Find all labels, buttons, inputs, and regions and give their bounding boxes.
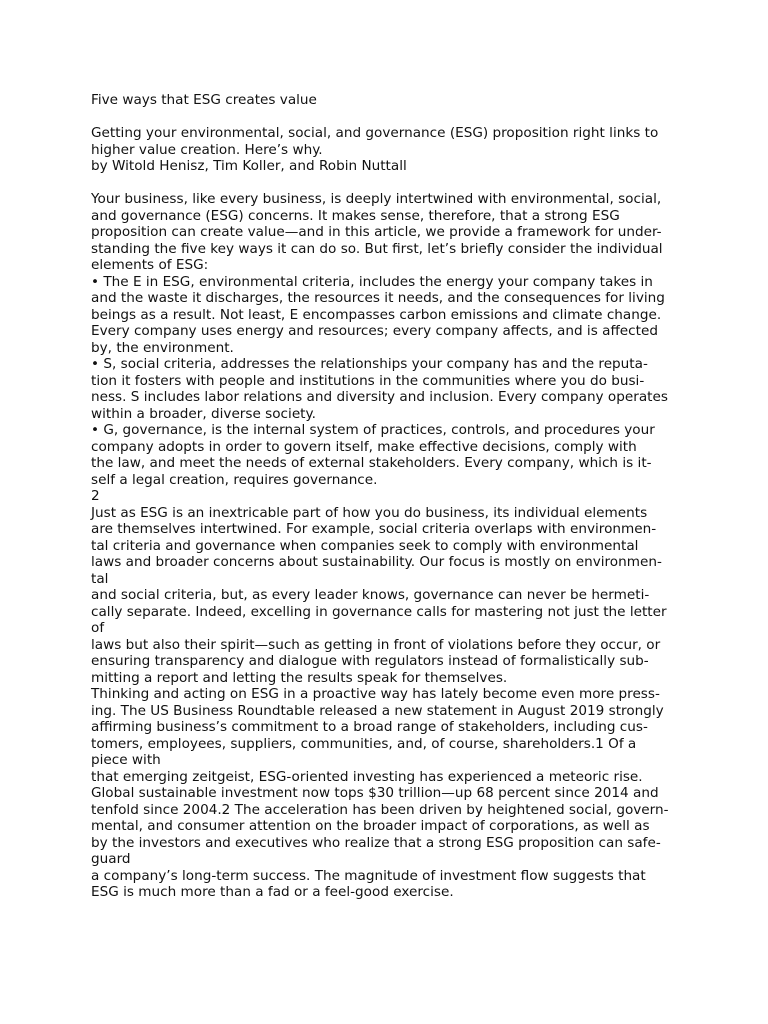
body-line: by the investors and executives who realize that a strong ESG proposition can safe- bbox=[91, 834, 661, 851]
body-line: ensuring transparency and dialogue with regulators instead of formalistically sub- bbox=[91, 653, 649, 669]
body-line: tion it fosters with people and institutions in the communities where you do busi- bbox=[91, 372, 645, 389]
body-line: 2 bbox=[91, 488, 100, 504]
body-line: tenfold since 2004.2 The acceleration has been driven by heightened social, govern- bbox=[91, 801, 669, 818]
body-line: beings as a result. Not least, E encompasses carbon emissions and climate change. bbox=[91, 306, 662, 323]
body-line: Global sustainable investment now tops $30 trillion—up 68 percent since 2014 and bbox=[91, 785, 659, 801]
byline: by Witold Henisz, Tim Koller, and Robin Nuttall bbox=[91, 158, 407, 174]
body-line: cally separate. Indeed, excelling in governance calls for mastering not just the letter bbox=[91, 603, 667, 620]
body-line: are themselves intertwined. For example, social criteria overlaps with environmen- bbox=[91, 521, 657, 537]
body-line: by, the environment. bbox=[91, 339, 234, 356]
body-line: within a broader, diverse society. bbox=[91, 405, 316, 422]
spacer bbox=[91, 109, 691, 126]
body-line: a company’s long-term success. The magnitude of investment flow suggests that bbox=[91, 867, 646, 884]
body-line: standing the five key ways it can do so. But first, let’s briefly consider the individual bbox=[91, 240, 663, 257]
body-line: laws and broader concerns about sustainability. Our focus is mostly on environmen- bbox=[91, 554, 662, 570]
body-line: laws but also their spirit—such as getting in front of violations before they occur, or bbox=[91, 636, 661, 653]
body-line: company adopts in order to govern itself, make effective decisions, comply with bbox=[91, 438, 637, 455]
body-line: tal bbox=[91, 570, 109, 587]
body-line: mental, and consumer attention on the broader impact of corporations, as well as bbox=[91, 818, 650, 834]
body-line: and the waste it discharges, the resources it needs, and the consequences for living bbox=[91, 290, 665, 306]
body-line: self a legal creation, requires governance. bbox=[91, 471, 378, 488]
body-line: of bbox=[91, 620, 105, 636]
body-line: Every company uses energy and resources; every company affects, and is affected bbox=[91, 323, 658, 339]
spacer bbox=[91, 175, 691, 192]
body-line: guard bbox=[91, 851, 131, 867]
body-line: Thinking and acting on ESG in a proactive way has lately become even more press- bbox=[91, 686, 660, 702]
body-line: affirming business’s commitment to a broad range of stakeholders, including cus- bbox=[91, 719, 648, 735]
body-line: and social criteria, but, as every leader knows, governance can never be hermeti- bbox=[91, 587, 650, 603]
body-line: proposition can create value—and in this article, we provide a framework for under- bbox=[91, 224, 662, 240]
body-line: • The E in ESG, environmental criteria, includes the energy your company takes in bbox=[91, 273, 653, 290]
body-line: Just as ESG is an inextricable part of how you do business, its individual elements bbox=[91, 504, 648, 521]
body-line: ESG is much more than a fad or a feel-good exercise. bbox=[91, 884, 454, 900]
body-line: • G, governance, is the internal system of practices, controls, and procedures your bbox=[91, 422, 655, 438]
body-line: piece with bbox=[91, 752, 161, 768]
subtitle bbox=[91, 125, 691, 158]
body-line: ness. S includes labor relations and diversity and inclusion. Every company operates bbox=[91, 389, 668, 405]
body-line: Your business, like every business, is deeply intertwined with environmental, social, bbox=[91, 191, 662, 207]
body-line: ing. The US Business Roundtable released a new statement in August 2019 strongly bbox=[91, 702, 664, 719]
body-line: tal criteria and governance when companies seek to comply with environmental bbox=[91, 537, 639, 554]
subtitle-line: Getting your environmental, social, and governance (ESG) proposition right links to bbox=[91, 125, 659, 141]
body-line: tomers, employees, suppliers, communities, and, of course, shareholders.1 Of a bbox=[91, 735, 637, 752]
document-title: Five ways that ESG creates value bbox=[91, 92, 317, 108]
body-line: elements of ESG: bbox=[91, 257, 209, 273]
body-line: • S, social criteria, addresses the relationships your company has and the reputa- bbox=[91, 356, 648, 372]
body-line: mitting a report and letting the results speak for themselves. bbox=[91, 669, 508, 686]
body-line: the law, and meet the needs of external stakeholders. Every company, which is it- bbox=[91, 455, 652, 471]
document-page bbox=[91, 92, 691, 901]
article-body bbox=[91, 191, 691, 901]
body-line: and governance (ESG) concerns. It makes sense, therefore, that a strong ESG bbox=[91, 207, 620, 224]
subtitle-line: higher value creation. Here’s why. bbox=[91, 141, 323, 158]
body-line: that emerging zeitgeist, ESG-oriented investing has experienced a meteoric rise. bbox=[91, 768, 643, 785]
